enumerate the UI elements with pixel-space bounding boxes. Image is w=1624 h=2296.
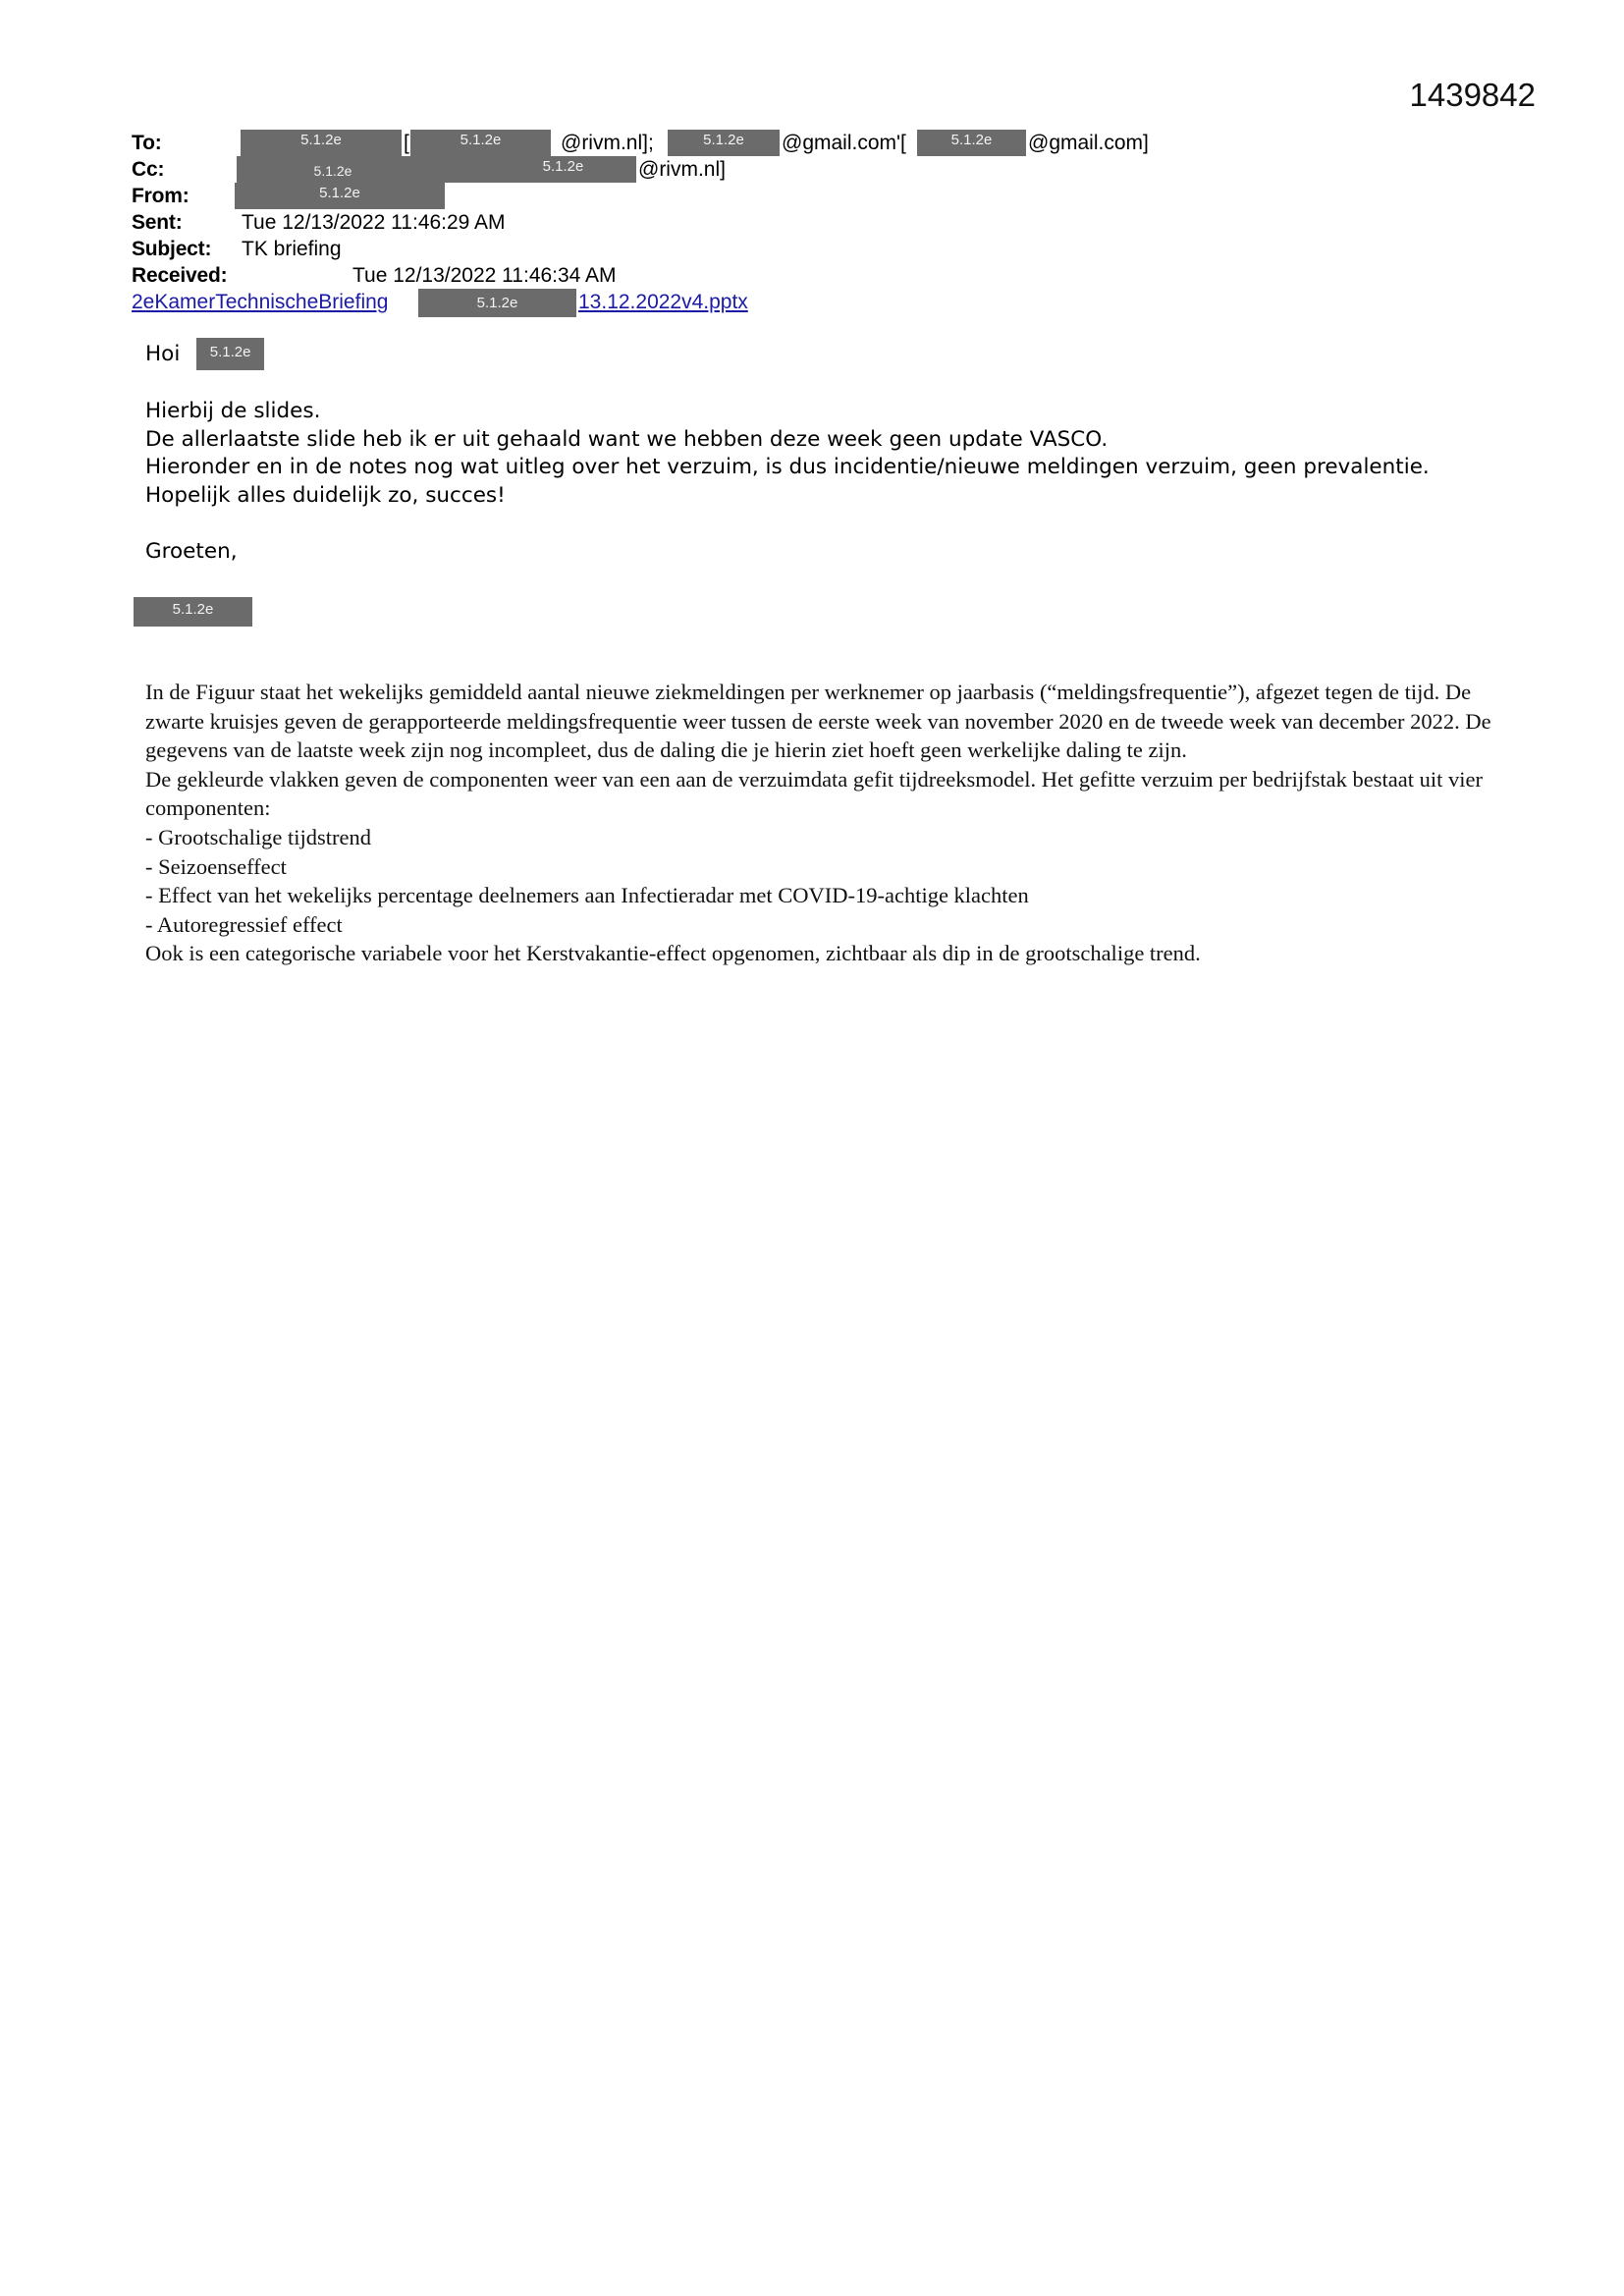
greeting: Hoi bbox=[145, 342, 181, 366]
notes-paragraph: Ook is een categorische variabele voor het Kerstvakantie-effect opgenomen, zichtbaar als dip in de grootschalige trend. bbox=[145, 941, 1201, 966]
attachment-link[interactable]: 2eKamerTechnischeBriefing bbox=[132, 291, 389, 313]
received-value: Tue 12/13/2022 11:46:34 AM bbox=[352, 264, 617, 287]
body-line: Hierbij de slides. bbox=[145, 399, 321, 423]
redaction-block: 5.1.2e bbox=[668, 130, 780, 156]
redaction-block: 5.1.2e bbox=[237, 156, 429, 183]
document-number: 1439842 bbox=[1409, 77, 1536, 113]
received-label: Received: bbox=[132, 264, 228, 287]
redaction-block: 5.1.2e bbox=[410, 130, 551, 156]
from-label: From: bbox=[132, 185, 189, 207]
notes-paragraph: De gekleurde vlakken geven de componenten weer van een aan de verzuimdata gefit tijdreeksmodel. Het gefitte verzuim per bedrijfstak bestaat uit vier componenten: bbox=[145, 766, 1483, 821]
cc-row bbox=[132, 156, 1526, 183]
from-row bbox=[132, 183, 1526, 209]
attachment-row bbox=[132, 289, 1526, 315]
body-line: De allerlaatste slide heb ik er uit gehaald want we hebben deze week geen update VASCO. bbox=[145, 426, 1109, 452]
closing: Groeten, bbox=[145, 538, 238, 564]
notes-list-item: - Autoregressief effect bbox=[145, 911, 343, 937]
signature-redaction: 5.1.2e bbox=[134, 597, 252, 627]
sent-label: Sent: bbox=[132, 211, 183, 234]
subject-value: TK briefing bbox=[242, 238, 342, 260]
body-line: Hopelijk alles duidelijk zo, succes! bbox=[145, 482, 506, 508]
notes-paragraph: In de Figuur staat het wekelijks gemiddeld aantal nieuwe ziekmeldingen per werknemer op jaarbasis (“meldingsfrequentie”), afgezet tegen de tijd. De zwarte kruisjes geven de gerapporteerde meldingsfrequentie weer tussen de eerste week van november 2020 en de tweede week van december 2022. De gegevens van de laatste week zijn nog incompleet, dus de daling die je hierin ziet hoeft geen werkelijke daling te zijn. bbox=[145, 680, 1491, 763]
notes-list-item: - Grootschalige tijdstrend bbox=[145, 824, 371, 849]
redaction-block: 5.1.2e bbox=[429, 156, 636, 183]
to-email-domain: @rivm.nl]; bbox=[561, 132, 654, 154]
body-line: Hieronder en in de notes nog wat uitleg over het verzuim, is dus incidentie/nieuwe meldingen verzuim, geen prevalentie. bbox=[145, 455, 1430, 479]
email-body bbox=[145, 398, 1461, 566]
redaction-block: 5.1.2e bbox=[917, 130, 1026, 156]
to-email-domain: @gmail.com] bbox=[1028, 132, 1149, 154]
email-header bbox=[132, 130, 1526, 315]
subject-label: Subject: bbox=[132, 238, 212, 260]
sent-value: Tue 12/13/2022 11:46:29 AM bbox=[242, 211, 506, 234]
redaction-block: 5.1.2e bbox=[235, 183, 445, 209]
to-row bbox=[132, 130, 1526, 156]
cc-label: Cc: bbox=[132, 158, 165, 181]
greeting-line bbox=[145, 338, 264, 370]
slide-notes bbox=[145, 678, 1500, 968]
redaction-block: 5.1.2e bbox=[418, 289, 576, 317]
to-email-domain: @gmail.com'[ bbox=[782, 132, 906, 154]
to-label: To: bbox=[132, 132, 162, 154]
received-row bbox=[132, 262, 1526, 289]
sent-row bbox=[132, 209, 1526, 236]
redaction-block: 5.1.2e bbox=[241, 130, 402, 156]
to-bracket: [ bbox=[404, 132, 409, 154]
notes-list-item: - Effect van het wekelijks percentage deelnemers aan Infectieradar met COVID-19-achtige klachten bbox=[145, 883, 1029, 908]
attachment-link[interactable]: 13.12.2022v4.pptx bbox=[578, 291, 748, 313]
subject-row bbox=[132, 236, 1526, 262]
cc-email-domain: @rivm.nl] bbox=[638, 158, 726, 181]
notes-list-item: - Seizoenseffect bbox=[145, 853, 287, 879]
redaction-block: 5.1.2e bbox=[196, 338, 264, 370]
